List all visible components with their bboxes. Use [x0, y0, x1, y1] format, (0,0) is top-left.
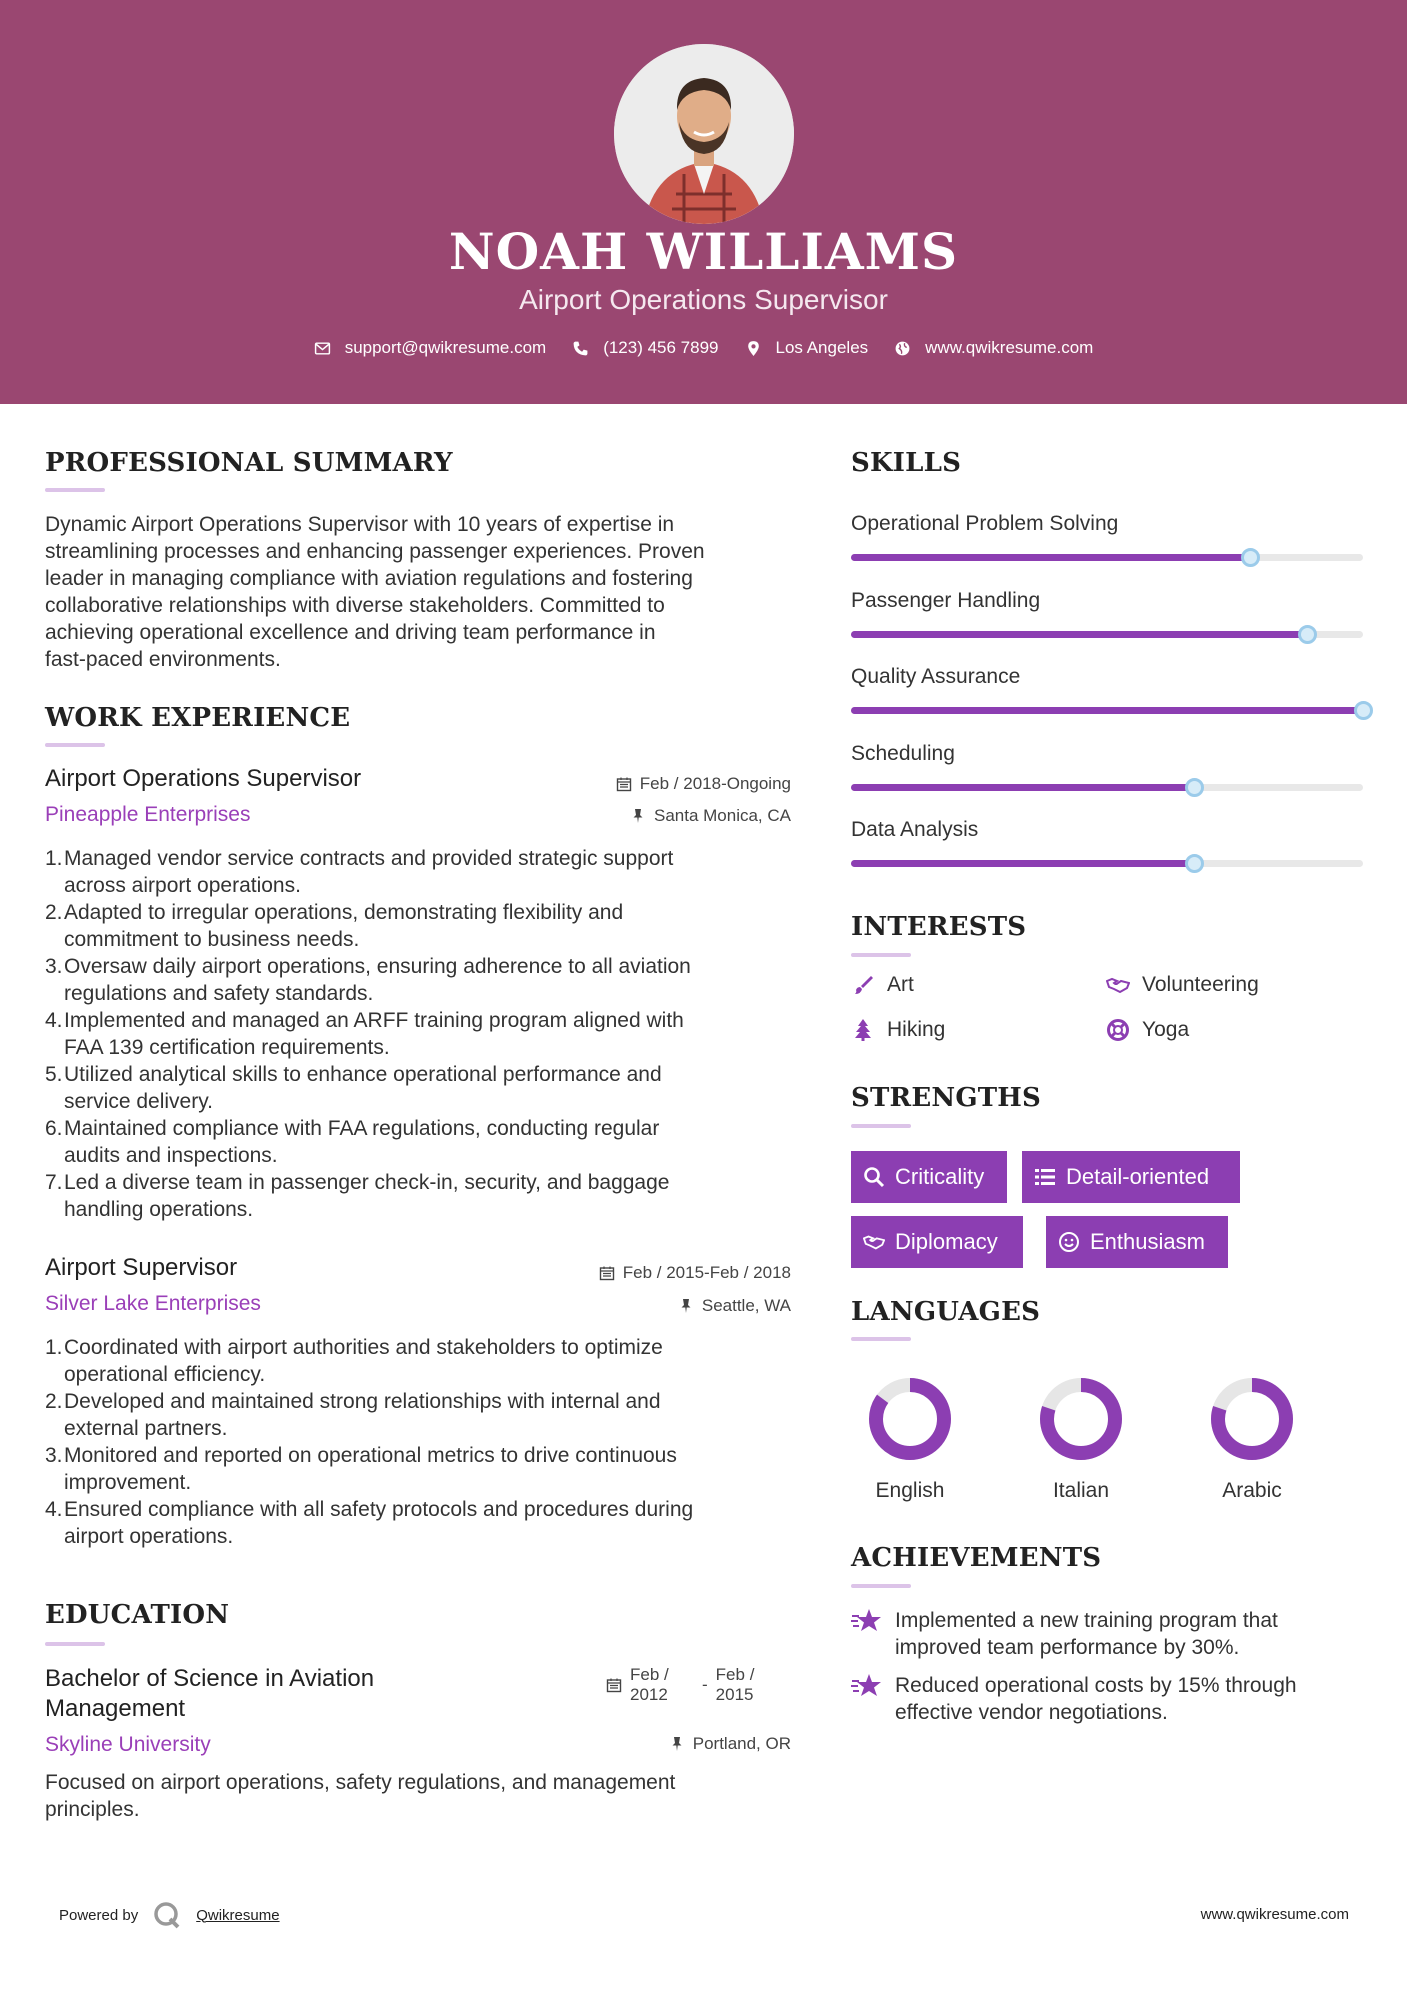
skill-level-knob	[1241, 548, 1260, 567]
contact-email[interactable]	[314, 338, 547, 358]
interest-item: Yoga	[1106, 1018, 1189, 1042]
list-item: 2. Developed and maintained strong relationships with internal and external partners.	[45, 1390, 661, 1440]
skill-bar-fill	[851, 554, 1250, 561]
language-label: Italian	[1052, 1479, 1110, 1502]
language-donut	[1036, 1374, 1126, 1464]
resume-header	[0, 0, 1407, 404]
summary-text	[45, 511, 705, 673]
achievement-item: Reduced operational costs by 15% through effective vendor negotiations.	[851, 1672, 1351, 1726]
smile-icon	[1058, 1231, 1080, 1253]
language-label: Arabic	[1222, 1479, 1282, 1502]
experience-heading: WORK EXPERIENCE	[45, 703, 351, 733]
star-icon	[851, 1672, 883, 1700]
education-description: Focused on airport operations, safety regulations, and management principles.	[45, 1771, 676, 1821]
globe-icon	[894, 340, 911, 357]
skill-label: Quality Assurance	[851, 665, 1021, 688]
job-location-text: Santa Monica, CA	[653, 806, 791, 825]
company-name: Silver Lake Enterprises	[45, 1292, 261, 1315]
job-title: Airport Operations Supervisor	[45, 765, 362, 792]
skill-bar-fill	[851, 631, 1307, 638]
summary-line: collaborative relationships with diverse stakeholders. Committed to	[45, 594, 665, 617]
education-location	[669, 1734, 791, 1754]
list-item: 3. Oversaw daily airport operations, ensuring adherence to all aviation regulations and safety standards.	[45, 955, 691, 1005]
job-dates	[599, 1263, 791, 1283]
search-icon	[863, 1166, 885, 1188]
achievements-heading: ACHIEVEMENTS	[851, 1543, 1102, 1573]
summary-line: fast-paced environments.	[45, 648, 281, 671]
powered-by-text: Powered by	[59, 1906, 139, 1924]
skill-level-knob	[1354, 701, 1373, 720]
job-duties	[45, 1334, 795, 1550]
interest-item: Hiking	[851, 1018, 945, 1042]
pin-icon	[669, 1736, 685, 1752]
list-item: 6. Maintained compliance with FAA regulations, conducting regular audits and inspections.	[45, 1117, 660, 1167]
handshake-icon	[863, 1231, 885, 1253]
interest-item: Art	[851, 973, 914, 997]
pin-icon	[630, 808, 646, 824]
list-item: 3. Monitored and reported on operational metrics to drive continuous improvement.	[45, 1444, 677, 1494]
job-location	[678, 1296, 791, 1316]
summary-divider	[45, 488, 105, 492]
job-duties	[45, 845, 795, 1223]
strengths-divider	[851, 1124, 911, 1128]
education-location-text: Portland, OR	[692, 1734, 791, 1753]
summary-line: Dynamic Airport Operations Supervisor with 10 years of expertise in	[45, 513, 675, 536]
skill-bar-fill	[851, 784, 1194, 791]
footer-branding	[59, 1900, 280, 1930]
phone-text: (123) 456 7899	[603, 338, 719, 357]
interest-item: Volunteering	[1106, 973, 1259, 997]
strength-tag: Criticality	[851, 1151, 1007, 1203]
phone-icon	[572, 340, 589, 357]
handshake-icon	[1106, 973, 1130, 997]
profile-photo	[614, 44, 794, 224]
job-dates	[616, 774, 791, 794]
education-heading: EDUCATION	[45, 1600, 230, 1630]
skill-bar	[851, 554, 1363, 561]
footer-website[interactable]: www.qwikresume.com	[1200, 1906, 1349, 1923]
job-location-text: Seattle, WA	[701, 1296, 791, 1315]
life-ring-icon	[1106, 1018, 1130, 1042]
calendar-icon	[599, 1265, 615, 1281]
candidate-role: Airport Operations Supervisor	[519, 284, 888, 315]
contact-location	[745, 338, 869, 358]
skill-label: Passenger Handling	[851, 588, 1041, 612]
strengths-heading: STRENGTHS	[851, 1083, 1042, 1113]
skill-level-knob	[1185, 778, 1204, 797]
languages-divider	[851, 1337, 911, 1341]
contact-website[interactable]	[894, 338, 1093, 358]
list-item: 4. Implemented and managed an ARFF training program aligned with FAA 139 certification requirements.	[45, 1009, 684, 1059]
languages-heading: LANGUAGES	[851, 1297, 1041, 1327]
list-item: 4. Ensured compliance with all safety protocols and procedures during airport operations.	[45, 1498, 694, 1548]
language-label: English	[875, 1479, 945, 1502]
skill-label: Scheduling	[851, 741, 955, 765]
website-text: www.qwikresume.com	[925, 338, 1094, 357]
candidate-name: NOAH WILLIAMS	[448, 222, 959, 281]
achievement-item: Implemented a new training program that improved team performance by 30%.	[851, 1607, 1351, 1661]
school-name: Skyline University	[45, 1733, 211, 1756]
list-item: 2. Adapted to irregular operations, demonstrating flexibility and commitment to business needs.	[45, 901, 624, 951]
tree-icon	[851, 1018, 875, 1042]
summary-line: achieving operational excellence and driving team performance in	[45, 621, 656, 644]
list-item: 5. Utilized analytical skills to enhance operational performance and service delivery.	[45, 1063, 662, 1113]
list-item: 1. Managed vendor service contracts and provided strategic support across airport operations.	[45, 847, 674, 897]
company-name: Pineapple Enterprises	[45, 803, 251, 826]
list-item: 1. Coordinated with airport authorities and stakeholders to optimize operational efficiency.	[45, 1336, 663, 1386]
job-dates-text: Feb / 2015-Feb / 2018	[622, 1263, 791, 1282]
contact-phone[interactable]	[572, 338, 718, 358]
summary-line: leader in managing compliance with aviation regulations and fostering	[45, 567, 693, 590]
brand-link[interactable]: Qwikresume	[196, 1906, 280, 1924]
skill-bar-fill	[851, 860, 1194, 867]
list-item: 7. Led a diverse team in passenger check-in, security, and baggage handling operations.	[45, 1171, 670, 1221]
summary-heading: PROFESSIONAL SUMMARY	[45, 448, 453, 478]
skills-heading: SKILLS	[851, 448, 962, 478]
list-icon	[1034, 1166, 1056, 1188]
achievements-divider	[851, 1584, 911, 1588]
job-dates-text: Feb / 2018-Ongoing	[639, 774, 791, 793]
contact-bar	[0, 338, 1407, 358]
location-text: Los Angeles	[775, 338, 869, 357]
email-text: support@qwikresume.com	[344, 338, 547, 357]
map-pin-icon	[745, 340, 762, 357]
strength-tag: Enthusiasm	[1046, 1216, 1228, 1268]
language-donut	[865, 1374, 955, 1464]
job-location	[630, 806, 791, 826]
language-item	[1182, 1374, 1322, 1503]
experience-divider	[45, 743, 105, 747]
education-dates: Feb / 2012 - Feb / 2015	[606, 1665, 754, 1705]
interests-heading: INTERESTS	[851, 912, 1027, 942]
language-donut	[1207, 1374, 1297, 1464]
language-item	[840, 1374, 980, 1503]
skill-bar	[851, 707, 1363, 714]
skill-label: Data Analysis	[851, 818, 979, 841]
skill-label: Operational Problem Solving	[851, 512, 1119, 535]
skill-bar-fill	[851, 707, 1363, 714]
calendar-icon	[616, 776, 632, 792]
envelope-icon	[314, 340, 331, 357]
paintbrush-icon	[851, 973, 875, 997]
skill-bar	[851, 631, 1363, 638]
education-divider	[45, 1642, 105, 1646]
skill-bar	[851, 784, 1363, 791]
degree-title: Bachelor of Science in Aviation Management	[45, 1665, 375, 1722]
interests-divider	[851, 953, 911, 957]
skill-level-knob	[1298, 625, 1317, 644]
skill-bar	[851, 860, 1363, 867]
star-icon	[851, 1607, 883, 1635]
strength-tag: Diplomacy	[851, 1216, 1023, 1268]
summary-line: streamlining processes and enhancing passenger experiences. Proven	[45, 540, 705, 563]
calendar-icon	[606, 1677, 622, 1693]
skill-level-knob	[1185, 854, 1204, 873]
job-title: Airport Supervisor	[45, 1254, 238, 1281]
strength-tag: Detail-oriented	[1022, 1151, 1240, 1203]
qwikresume-logo-icon	[152, 1900, 182, 1930]
language-item	[1011, 1374, 1151, 1503]
pin-icon	[678, 1298, 694, 1314]
